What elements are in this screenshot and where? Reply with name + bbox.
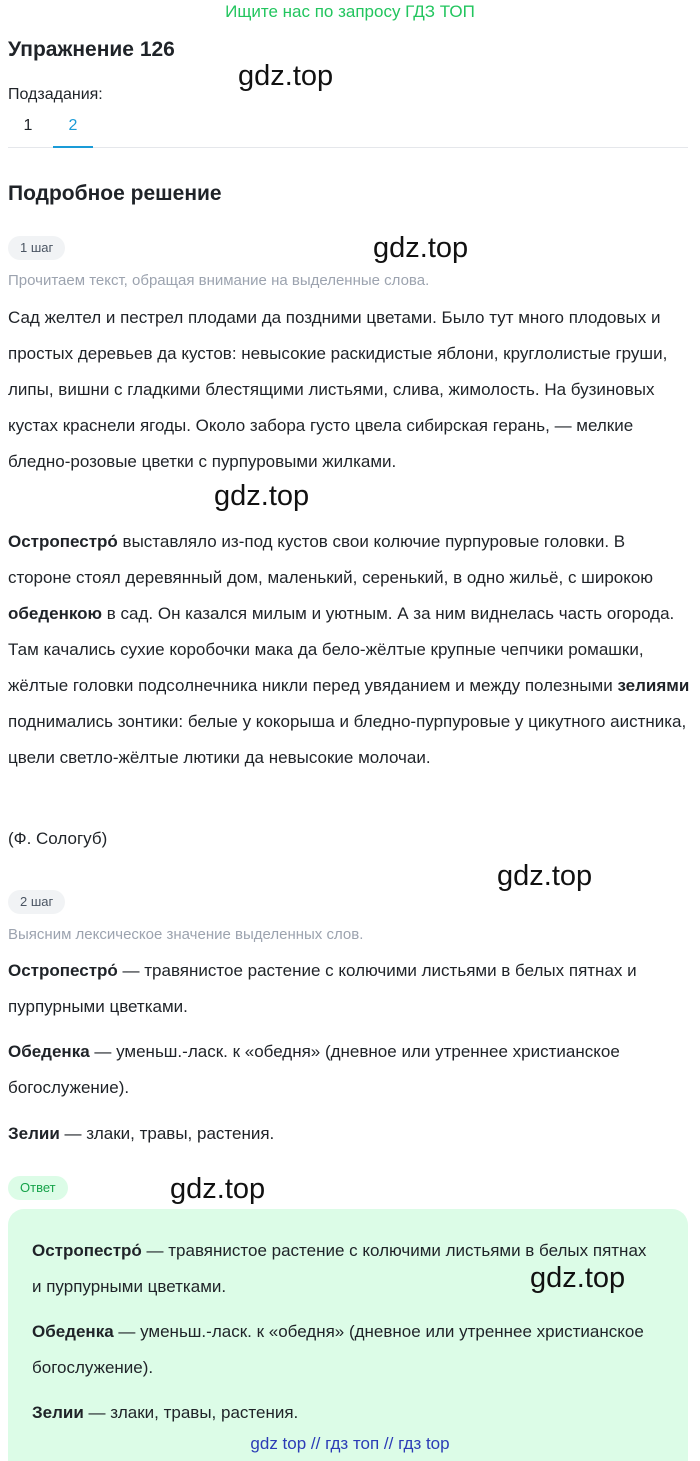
watermark: gdz.top <box>373 232 469 264</box>
answer-text: — злаки, травы, растения. <box>83 1403 299 1422</box>
subtask-tabs <box>8 108 688 148</box>
step-2-hint: Выясним лексическое значение выделенных слов. <box>8 926 364 943</box>
footer-links[interactable]: gdz top // гдз топ // гдз top <box>250 1434 450 1453</box>
answer-text: — травянистое растение с колючими листьями в белых пятнах и пурпурными цветками. <box>32 1241 647 1296</box>
watermark: gdz.top <box>530 1262 626 1294</box>
text-paragraph-1: Сад желтел и пестрел плодами да поздними цветами. Было тут много плодовых и простых деревьев да кустов: невысокие раскидистые яблони, круглолистые груши, липы, вишни с гладкими блестящими листьями, слива, жимолость. На бузиновых кустах краснели ягоды. Около забора густо цвела сибирская герань, — мелкие бледно-розовые цветки с пурпуровыми жилками. <box>8 308 668 471</box>
step-2-badge: 2 шаг <box>8 890 65 914</box>
paragraph-2-part-1: выставляло из-под кустов свои колючие пурпуровые головки. В стороне стоял деревянный дом, маленький, серенький, в одно жильё, с широкою <box>8 532 654 587</box>
definition-zelii <box>8 1116 692 1152</box>
search-hint-banner: Ищите нас по запросу ГДЗ ТОП <box>225 2 475 21</box>
paragraph-2-part-3: поднимались зонтики: белые у кокорыша и бледно-пурпуровые у цикутного аистника, цвели светло-жёлтые лютики да невысокие молочаи. <box>8 712 687 767</box>
highlight-obedenka: обеденкою <box>8 604 103 623</box>
definition-ostropestro <box>8 953 692 1025</box>
answer-term: Зелии <box>32 1403 84 1422</box>
text-paragraph-2 <box>8 524 692 776</box>
tab-subtask-1[interactable]: 1 <box>23 117 33 134</box>
definition-text: — злаки, травы, растения. <box>59 1124 275 1143</box>
answer-text: — уменьш.-ласк. к «обедня» (дневное или утреннее христианское богослужение). <box>32 1322 644 1377</box>
watermark: gdz.top <box>214 480 310 512</box>
definition-term: Остропестро́ <box>8 961 118 980</box>
watermark: gdz.top <box>238 60 334 92</box>
answer-definition-obedenka <box>32 1314 652 1386</box>
step-1-hint: Прочитаем текст, обращая внимание на выделенные слова. <box>8 272 430 289</box>
watermark: gdz.top <box>497 860 593 892</box>
watermark: gdz.top <box>170 1173 266 1205</box>
exercise-title: Упражнение 126 <box>8 38 175 61</box>
answer-term: Остропестро́ <box>32 1241 142 1260</box>
section-title: Подробное решение <box>8 182 222 205</box>
paragraph-2-part-2: в сад. Он казался милым и уютным. А за ним виднелась часть огорода. Там качались сухие коробочки мака да бело-жёлтые крупные чепчики ромашки, жёлтые головки подсолнечника никли перед увяданием и между полезными <box>8 604 675 695</box>
definition-term: Обеденка <box>8 1042 90 1061</box>
author-credit: (Ф. Сологуб) <box>8 829 108 848</box>
definition-obedenka <box>8 1034 692 1106</box>
highlight-ostropestro: Остропестро́ <box>8 532 118 551</box>
subtasks-label: Подзадания: <box>8 86 103 103</box>
answer-term: Обеденка <box>32 1322 114 1341</box>
answer-badge: Ответ <box>8 1176 68 1200</box>
step-1-badge: 1 шаг <box>8 236 65 260</box>
highlight-zelii: зелиями <box>617 676 690 695</box>
answer-definition-zelii <box>32 1395 652 1431</box>
definition-term: Зелии <box>8 1124 60 1143</box>
tab-subtask-2[interactable]: 2 <box>53 108 93 147</box>
definition-text: — травянистое растение с колючими листьями в белых пятнах и пурпурными цветками. <box>8 961 637 1016</box>
definition-text: — уменьш.-ласк. к «обедня» (дневное или утреннее христианское богослужение). <box>8 1042 620 1097</box>
